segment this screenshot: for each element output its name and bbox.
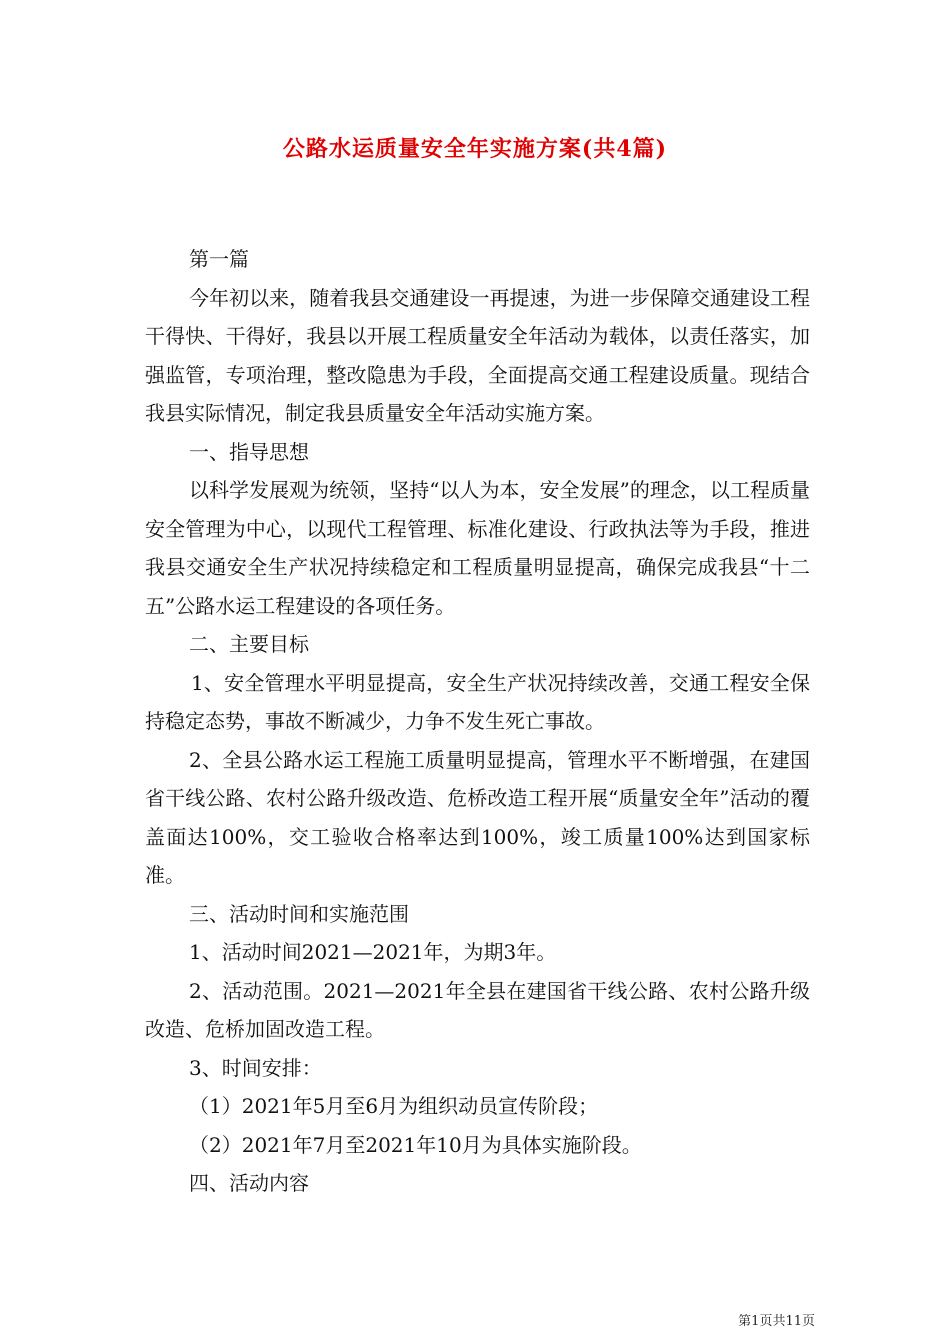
paragraph-schedule-1: （1）2021年5月至6月为组织动员宣传阶段； — [189, 1094, 599, 1118]
section-heading-guiding-ideology: 一、指导思想 — [189, 439, 309, 464]
section-heading-activity-content: 四、活动内容 — [189, 1171, 309, 1195]
paragraph-schedule: 3、时间安排： — [189, 1055, 322, 1080]
paragraph-goal-1: 1、安全管理水平明显提高，安全生产状况持续改善，交通工程安全保持稳定态势，事故不断减少，力争不发生死亡事故。 — [145, 670, 810, 733]
section-heading-part-1: 第一篇 — [189, 247, 249, 271]
page-number: 第1页共11页 — [738, 1314, 815, 1329]
section-heading-main-goals: 二、主要目标 — [189, 632, 309, 656]
paragraph-schedule-2: （2）2021年7月至2021年10月为具体实施阶段。 — [189, 1132, 642, 1157]
paragraph-intro: 今年初以来，随着我县交通建设一再提速，为进一步保障交通建设工程干得快、干得好，我县以开展工程质量安全年活动为载体，以责任落实，加强监管，专项治理，整改隐患为手段，全面提高交通工程建设质量。现结合我县实际情况，制定我县质量安全年活动实施方案。 — [145, 285, 810, 425]
document-body — [145, 240, 810, 1203]
paragraph-goal-2: 2、全县公路水运工程施工质量明显提高，管理水平不断增强，在建国省干线公路、农村公路升级改造、危桥改造工程开展“质量安全年”活动的覆盖面达100%，交工验收合格率达到100%，竣工质量100%达到国家标准。 — [145, 747, 810, 887]
paragraph-guiding-ideology: 以科学发展观为统领，坚持“以人为本，安全发展”的理念，以工程质量安全管理为中心，以现代工程管理、标准化建设、行政执法等为手段，推进我县交通安全生产状况持续稳定和工程质量明显提高，确保完成我县“十二五”公路水运工程建设的各项任务。 — [145, 478, 810, 618]
document-title: 公路水运质量安全年实施方案(共4篇) — [282, 136, 668, 162]
paragraph-activity-scope: 2、活动范围。2021—2021年全县在建国省干线公路、农村公路升级改造、危桥加固改造工程。 — [145, 978, 810, 1041]
paragraph-activity-time: 1、活动时间2021—2021年，为期3年。 — [189, 940, 557, 964]
section-heading-time-scope: 三、活动时间和实施范围 — [189, 901, 409, 926]
